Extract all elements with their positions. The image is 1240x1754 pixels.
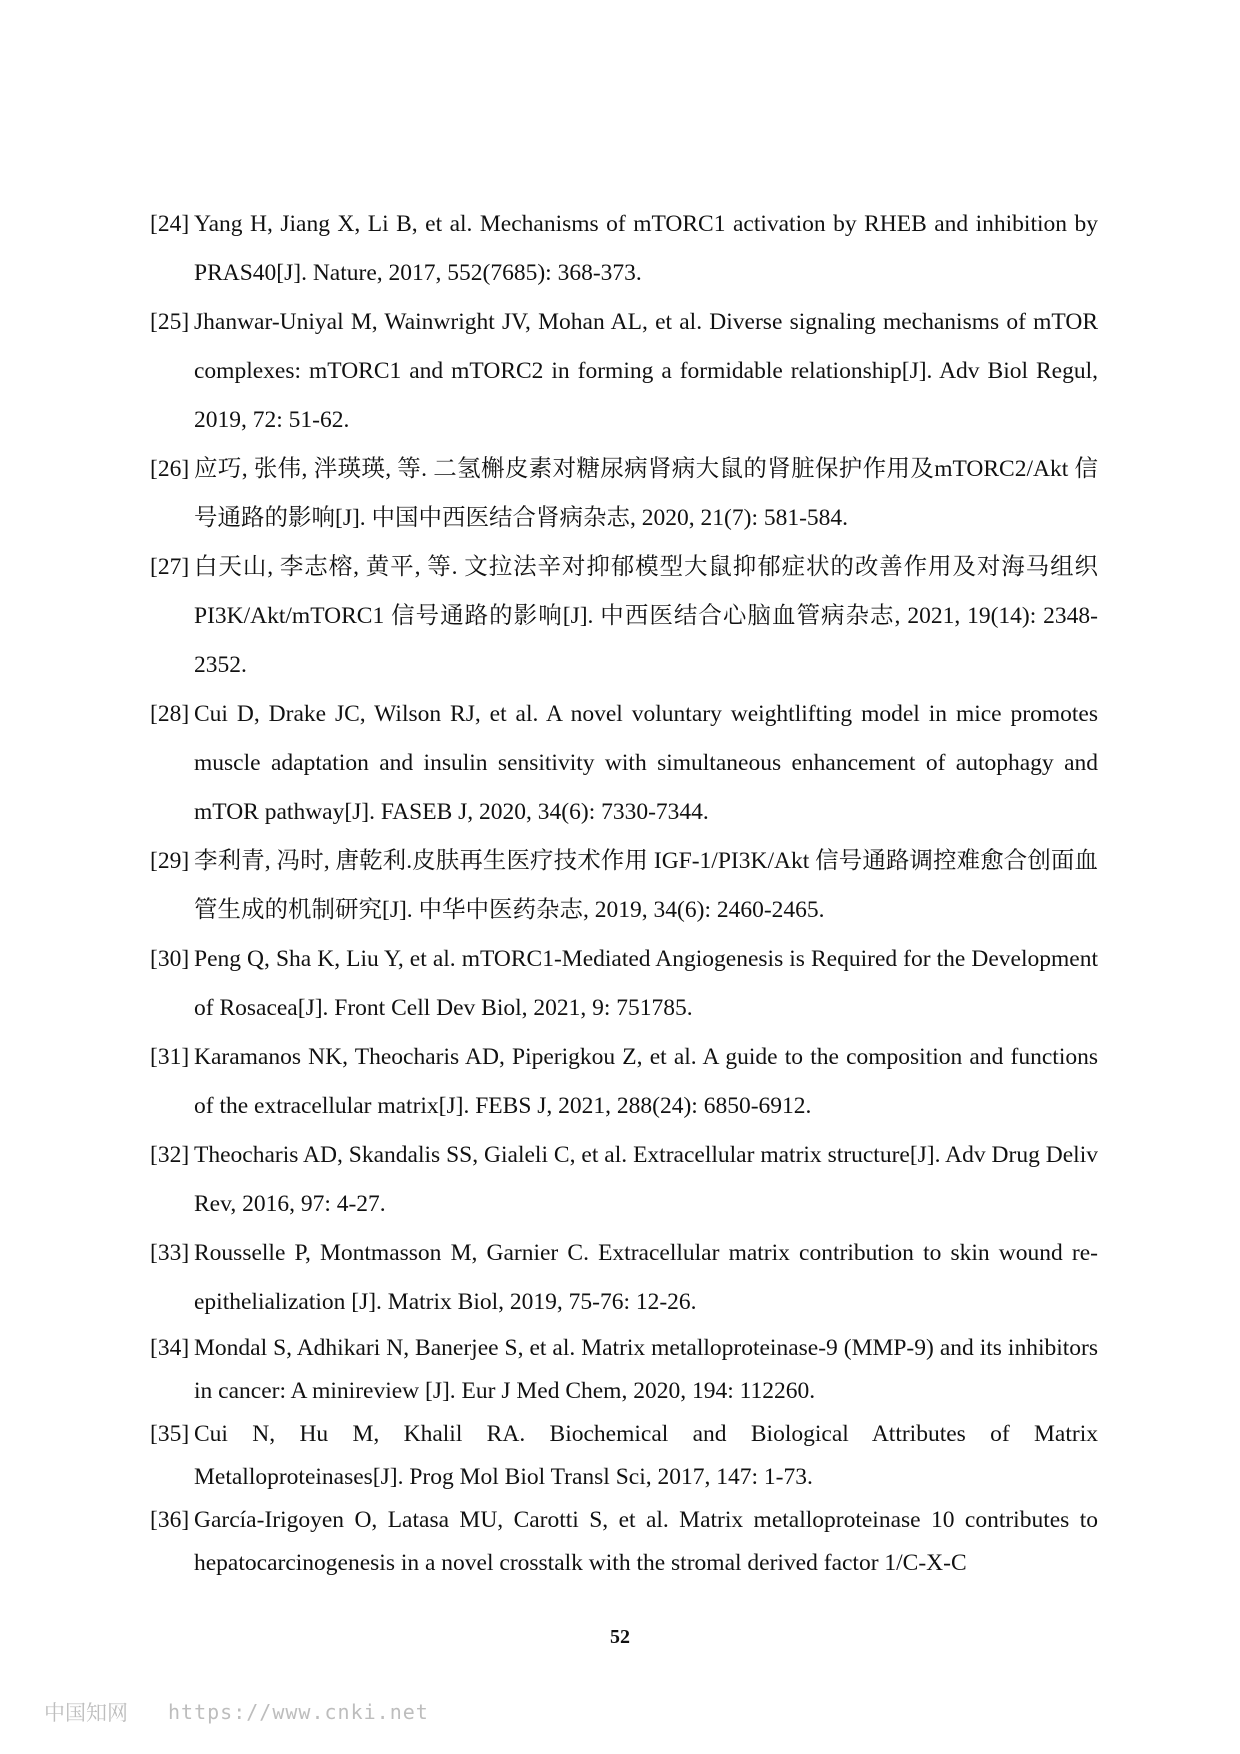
reference-item bbox=[150, 1033, 1098, 1131]
reference-item bbox=[150, 935, 1098, 1033]
reference-text: Theocharis AD, Skandalis SS, Gialeli C, et al. Extracellular matrix structure[J]. Adv Drug Deliv Rev, 2016, 97: 4-27. bbox=[194, 1142, 1098, 1217]
reference-text: Mondal S, Adhikari N, Banerjee S, et al. Matrix metalloproteinase-9 (MMP-9) and its inhibitors in cancer: A minireview [J]. Eur J Med Chem, 2020, 194: 112260. bbox=[194, 1335, 1098, 1404]
reference-item bbox=[150, 445, 1098, 543]
reference-number: [34] bbox=[150, 1335, 190, 1361]
watermark-url: https://www.cnki.net bbox=[168, 1700, 429, 1724]
reference-item bbox=[150, 1413, 1098, 1499]
reference-number: [25] bbox=[150, 309, 190, 335]
reference-item bbox=[150, 200, 1098, 298]
reference-number: [31] bbox=[150, 1044, 190, 1070]
reference-text: Peng Q, Sha K, Liu Y, et al. mTORC1-Mediated Angiogenesis is Required for the Development of Rosacea[J]. Front Cell Dev Biol, 2021, 9: 751785. bbox=[194, 946, 1098, 1021]
reference-text: Karamanos NK, Theocharis AD, Piperigkou Z, et al. A guide to the composition and functions of the extracellular matrix[J]. FEBS J, 2021, 288(24): 6850-6912. bbox=[194, 1044, 1098, 1119]
reference-number: [33] bbox=[150, 1240, 190, 1266]
reference-text: Cui N, Hu M, Khalil RA. Biochemical and Biological Attributes of Matrix Metalloproteinases[J]. Prog Mol Biol Transl Sci, 2017, 147: 1-73. bbox=[194, 1421, 1098, 1490]
reference-number: [26] bbox=[150, 456, 190, 482]
reference-item bbox=[150, 1327, 1098, 1413]
reference-text: 白天山, 李志榕, 黄平, 等. 文拉法辛对抑郁模型大鼠抑郁症状的改善作用及对海马组织 PI3K/Akt/mTORC1 信号通路的影响[J]. 中西医结合心脑血管病杂志, 2021, 19(14): 2348-2352. bbox=[194, 554, 1098, 678]
reference-text: Rousselle P, Montmasson M, Garnier C. Extracellular matrix contribution to skin wound re-epithelialization [J]. Matrix Biol, 2019, 75-76: 12-26. bbox=[194, 1240, 1098, 1315]
reference-number: [36] bbox=[150, 1507, 190, 1533]
watermark-brand: 中国知网 bbox=[44, 1701, 128, 1725]
reference-list bbox=[150, 200, 1098, 1585]
watermark bbox=[44, 1697, 429, 1727]
reference-item bbox=[150, 298, 1098, 445]
reference-text: 应巧, 张伟, 泮瑛瑛, 等. 二氢槲皮素对糖尿病肾病大鼠的肾脏保护作用及mTORC2/Akt 信号通路的影响[J]. 中国中西医结合肾病杂志, 2020, 21(7): 581-584. bbox=[194, 456, 1098, 531]
reference-item bbox=[150, 837, 1098, 935]
reference-number: [35] bbox=[150, 1421, 190, 1447]
reference-number: [29] bbox=[150, 848, 190, 874]
page-number: 52 bbox=[610, 1626, 630, 1648]
reference-number: [24] bbox=[150, 211, 190, 237]
reference-number: [28] bbox=[150, 701, 190, 727]
reference-text: Cui D, Drake JC, Wilson RJ, et al. A novel voluntary weightlifting model in mice promotes muscle adaptation and insulin sensitivity with simultaneous enhancement of autophagy and mTOR pathway[J]. FASEB J, 2020, 34(6): 7330-7344. bbox=[194, 701, 1098, 825]
reference-number: [32] bbox=[150, 1142, 190, 1168]
reference-text: Yang H, Jiang X, Li B, et al. Mechanisms of mTORC1 activation by RHEB and inhibition by PRAS40[J]. Nature, 2017, 552(7685): 368-373. bbox=[194, 211, 1098, 286]
reference-text: Jhanwar-Uniyal M, Wainwright JV, Mohan AL, et al. Diverse signaling mechanisms of mTOR complexes: mTORC1 and mTORC2 in forming a formidable relationship[J]. Adv Biol Regul, 2019, 72: 51-62. bbox=[194, 309, 1098, 433]
reference-item bbox=[150, 543, 1098, 690]
reference-text: 李利青, 冯时, 唐乾利.皮肤再生医疗技术作用 IGF-1/PI3K/Akt 信号通路调控难愈合创面血管生成的机制研究[J]. 中华中医药杂志, 2019, 34(6): 2460-2465. bbox=[194, 848, 1098, 923]
reference-number: [30] bbox=[150, 946, 190, 972]
reference-item bbox=[150, 1131, 1098, 1229]
reference-item bbox=[150, 1229, 1098, 1327]
reference-text: García-Irigoyen O, Latasa MU, Carotti S, et al. Matrix metalloproteinase 10 contributes to hepatocarcinogenesis in a novel crosstalk with the stromal derived factor 1/C-X-C bbox=[194, 1507, 1098, 1576]
reference-number: [27] bbox=[150, 554, 190, 580]
reference-item bbox=[150, 690, 1098, 837]
reference-item bbox=[150, 1499, 1098, 1585]
